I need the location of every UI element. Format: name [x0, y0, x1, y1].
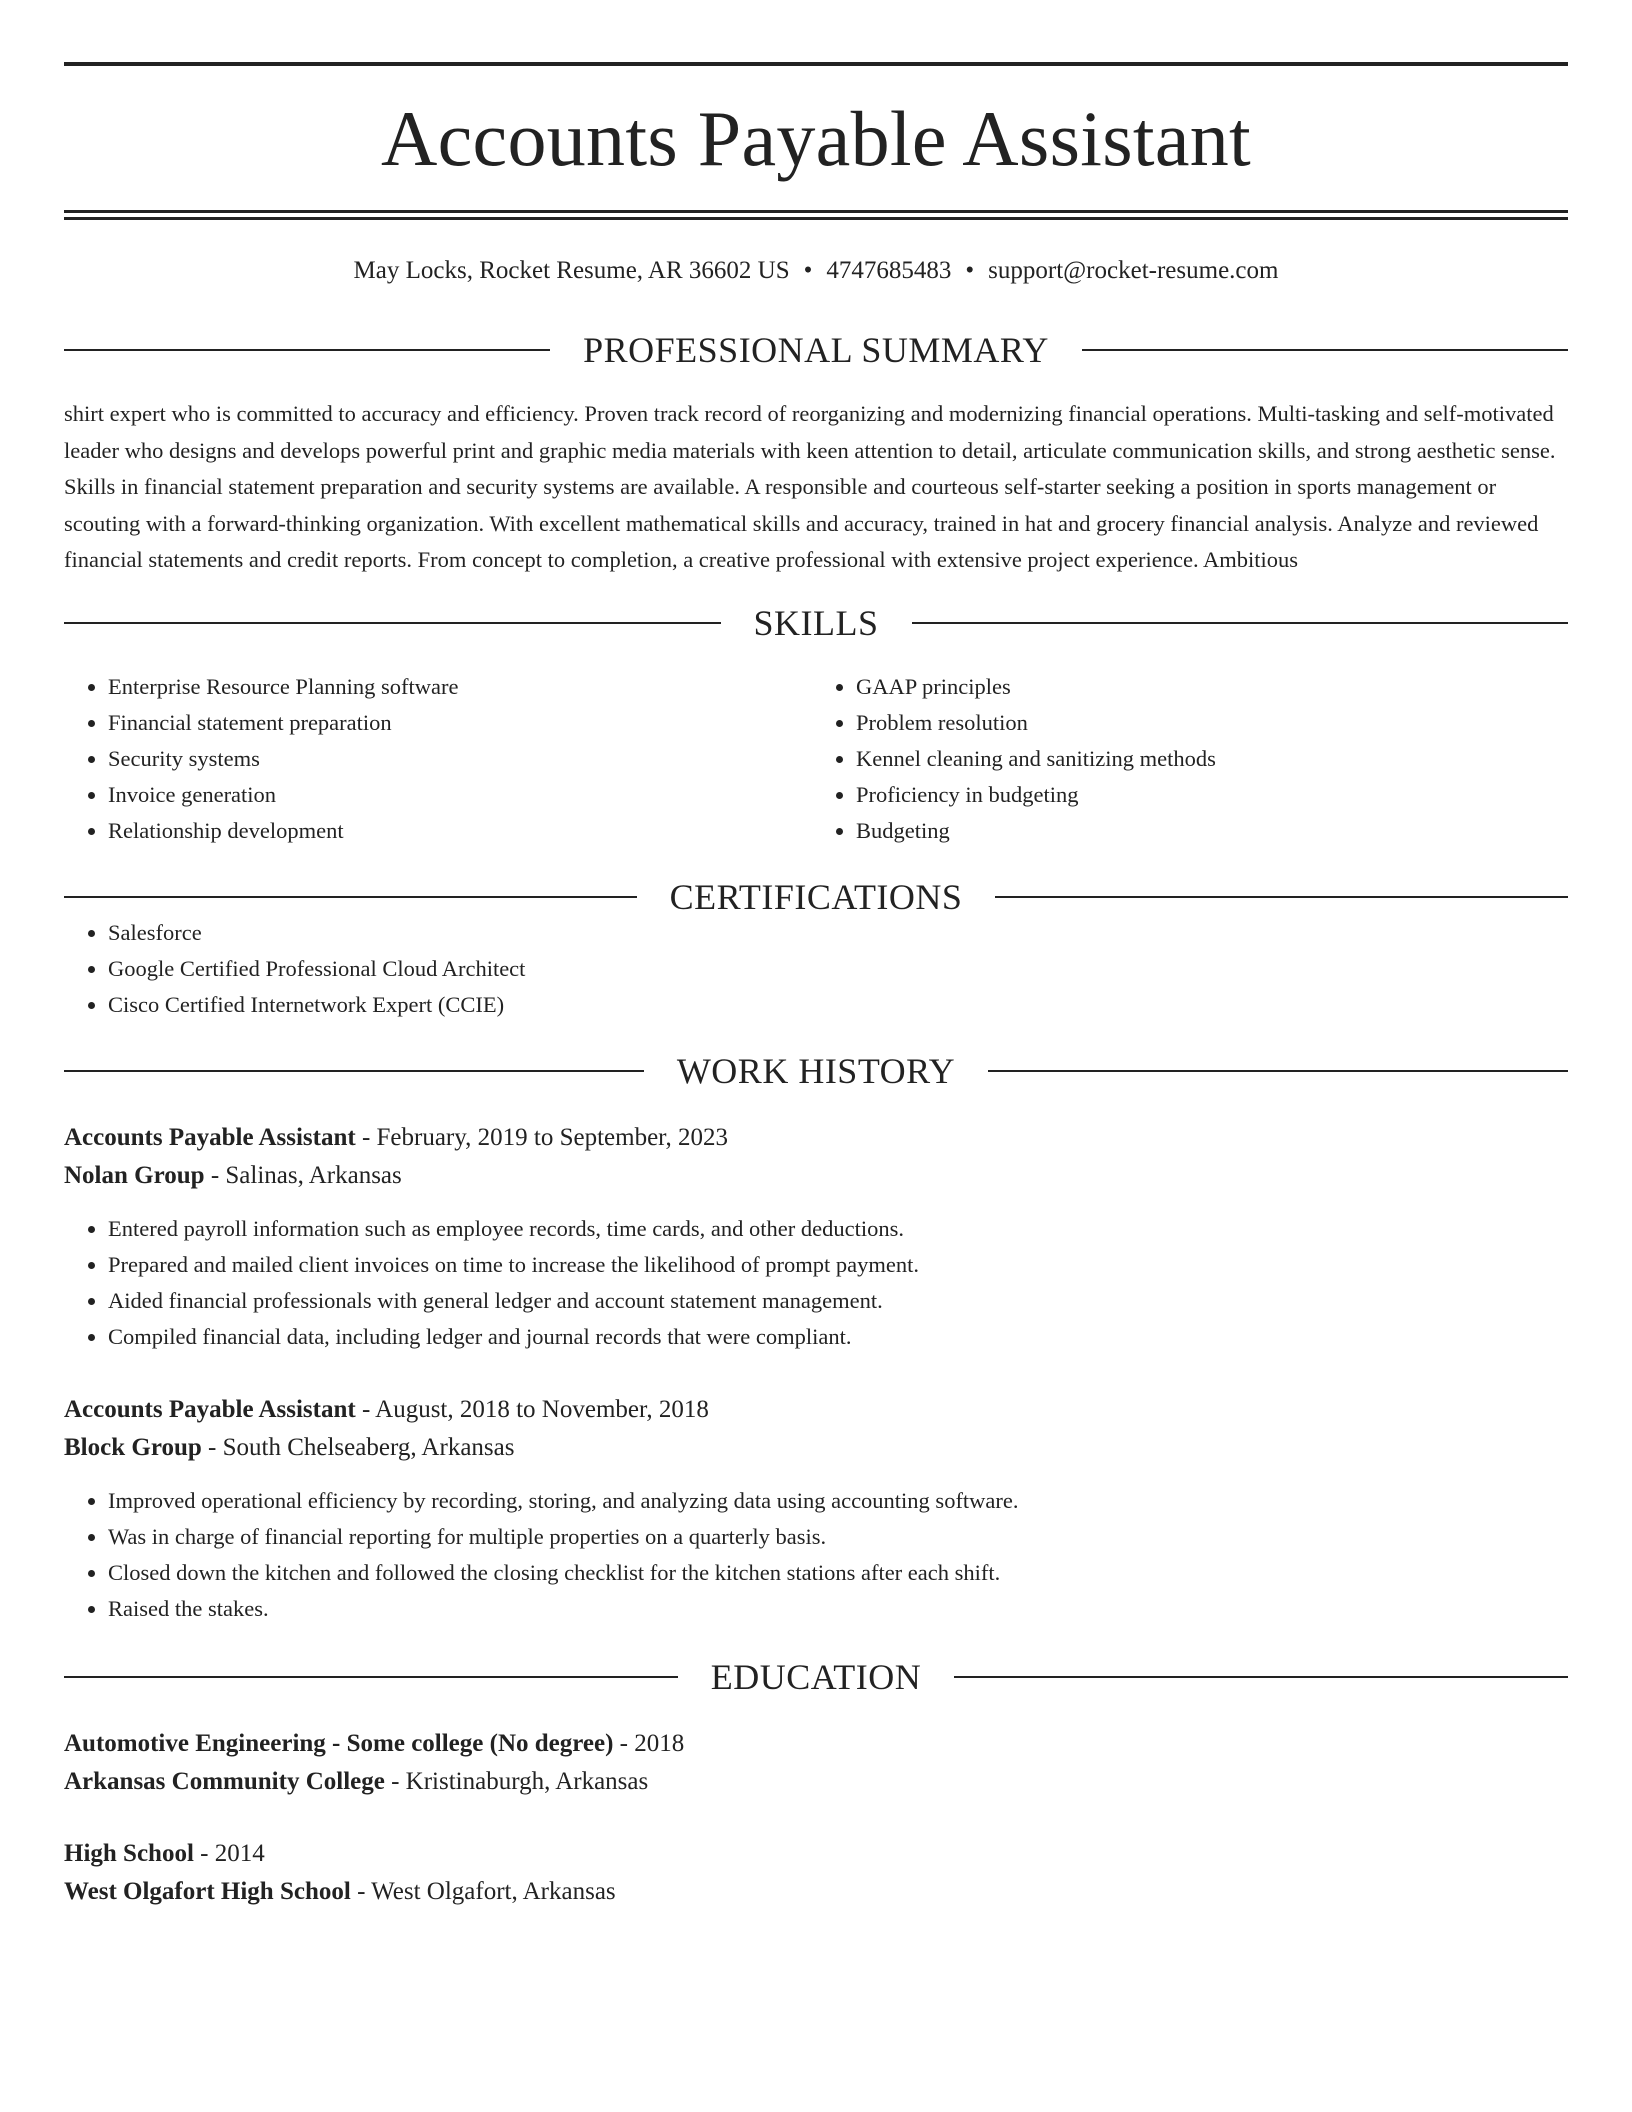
contact-address: May Locks, Rocket Resume, AR 36602 US: [353, 257, 790, 284]
job-duty: • Improved operational efficiency by recording, storing, and analyzing data using accounting software.: [108, 1483, 1568, 1519]
top-rule: [64, 62, 1568, 66]
contact-line: [64, 256, 1568, 286]
education-school: Arkansas Community College: [64, 1767, 385, 1795]
education-school-line: [64, 1763, 1568, 1801]
education-entry: [64, 1725, 1568, 1801]
heading-rule: [954, 1676, 1568, 1678]
heading-rule: [64, 1070, 644, 1072]
job-company: Block Group: [64, 1433, 202, 1461]
skills-list-right: [820, 669, 1568, 849]
education-degree: High School: [64, 1839, 194, 1867]
skill-item: • Enterprise Resource Planning software: [108, 669, 820, 705]
skill-item: • Relationship development: [108, 813, 820, 849]
heading-rule: [64, 896, 637, 898]
heading-rule: [64, 349, 550, 351]
job-location: - Salinas, Arkansas: [204, 1161, 402, 1189]
contact-phone: 4747685483: [826, 257, 952, 284]
job-dates: - February, 2019 to September, 2023: [355, 1123, 728, 1151]
section-heading-summary: [64, 332, 1568, 368]
job-title: Accounts Payable Assistant: [64, 1395, 356, 1423]
contact-separator: •: [803, 257, 813, 284]
skill-item: • GAAP principles: [856, 669, 1568, 705]
skill-item: • Financial statement preparation: [108, 705, 820, 741]
heading-rule: [995, 896, 1568, 898]
education-year: - 2014: [193, 1839, 265, 1867]
job-entry: [64, 1119, 1568, 1355]
title-double-rule: [64, 210, 1568, 220]
skill-item: • Invoice generation: [108, 777, 820, 813]
section-heading-work-history: [64, 1050, 1568, 1091]
job-title-line: [64, 1119, 1568, 1157]
heading-rule: [912, 622, 1569, 624]
section-heading-skills: [64, 602, 1568, 643]
section-title: SKILLS: [753, 602, 879, 643]
job-duty: • Entered payroll information such as employee records, time cards, and other deductions.: [108, 1211, 1568, 1247]
job-location: - South Chelseaberg, Arkansas: [201, 1433, 515, 1461]
job-duty: • Compiled financial data, including ledger and journal records that were compliant.: [108, 1319, 1568, 1355]
contact-separator: •: [965, 257, 975, 284]
section-title: PROFESSIONAL SUMMARY: [583, 330, 1049, 370]
job-duty: • Closed down the kitchen and followed the closing checklist for the kitchen stations after each shift.: [108, 1555, 1568, 1591]
job-company: Nolan Group: [64, 1161, 205, 1189]
job-company-line: [64, 1429, 1568, 1467]
job-duty: • Prepared and mailed client invoices on time to increase the likelihood of prompt payment.: [108, 1247, 1568, 1283]
education-school: West Olgafort High School: [64, 1877, 351, 1905]
skill-item: • Kennel cleaning and sanitizing methods: [856, 741, 1568, 777]
section-title: WORK HISTORY: [676, 1050, 956, 1091]
certification-item: • Cisco Certified Internetwork Expert (CCIE): [108, 987, 1568, 1023]
job-entry: [64, 1391, 1568, 1627]
education-degree: Automotive Engineering - Some college (No degree): [64, 1729, 614, 1757]
skill-item: • Security systems: [108, 741, 820, 777]
job-duty: • Raised the stakes.: [108, 1591, 1568, 1627]
job-title: Accounts Payable Assistant: [64, 1123, 356, 1151]
heading-rule: [64, 1676, 678, 1678]
section-heading-certifications: [64, 876, 1568, 917]
resume-title: Accounts Payable Assistant: [380, 95, 1252, 182]
job-duty: • Aided financial professionals with general ledger and account statement management.: [108, 1283, 1568, 1319]
summary-text: shirt expert who is committed to accuracy and efficiency. Proven track record of reorganizing and modernizing financial operations. Multi-tasking and self-motivated leader who designs and develops powerful print and graphic media materials with keen attention to detail, articulate communication skills, and strong aesthetic sense. Skills in financial statement preparation and security systems are available. A responsible and courteous self-starter seeking a position in sports management or scouting with a forward-thinking organization. With excellent mathematical skills and accuracy, trained in hat and grocery financial analysis. Analyze and reviewed financial statements and credit reports. From concept to completion, a creative professional with extensive project experience. Ambitious: [64, 401, 1556, 572]
skills-list-left: [64, 669, 820, 849]
skill-item: • Proficiency in budgeting: [856, 777, 1568, 813]
education-entry: [64, 1835, 1568, 1911]
certification-item: • Salesforce: [108, 915, 1568, 951]
heading-rule: [64, 622, 721, 624]
job-duties-list: [64, 1483, 1568, 1627]
certifications-list: [64, 915, 1568, 1023]
section-title: CERTIFICATIONS: [669, 876, 963, 917]
education-degree-line: [64, 1725, 1568, 1763]
job-duties-list: [64, 1211, 1568, 1355]
job-dates: - August, 2018 to November, 2018: [355, 1395, 709, 1423]
education-location: - Kristinaburgh, Arkansas: [384, 1767, 649, 1795]
education-school-line: [64, 1873, 1568, 1911]
education-year: - 2018: [613, 1729, 685, 1757]
section-title: EDUCATION: [710, 1656, 922, 1697]
section-heading-education: [64, 1656, 1568, 1697]
certification-item: • Google Certified Professional Cloud Architect: [108, 951, 1568, 987]
job-duty: • Was in charge of financial reporting for multiple properties on a quarterly basis.: [108, 1519, 1568, 1555]
contact-email: support@rocket-resume.com: [988, 257, 1279, 284]
job-title-line: [64, 1391, 1568, 1429]
skills-columns: [64, 669, 1568, 849]
skill-item: • Problem resolution: [856, 705, 1568, 741]
skill-item: • Budgeting: [856, 813, 1568, 849]
job-company-line: [64, 1157, 1568, 1195]
heading-rule: [1082, 349, 1568, 351]
education-location: - West Olgafort, Arkansas: [350, 1877, 616, 1905]
heading-rule: [988, 1070, 1568, 1072]
education-degree-line: [64, 1835, 1568, 1873]
